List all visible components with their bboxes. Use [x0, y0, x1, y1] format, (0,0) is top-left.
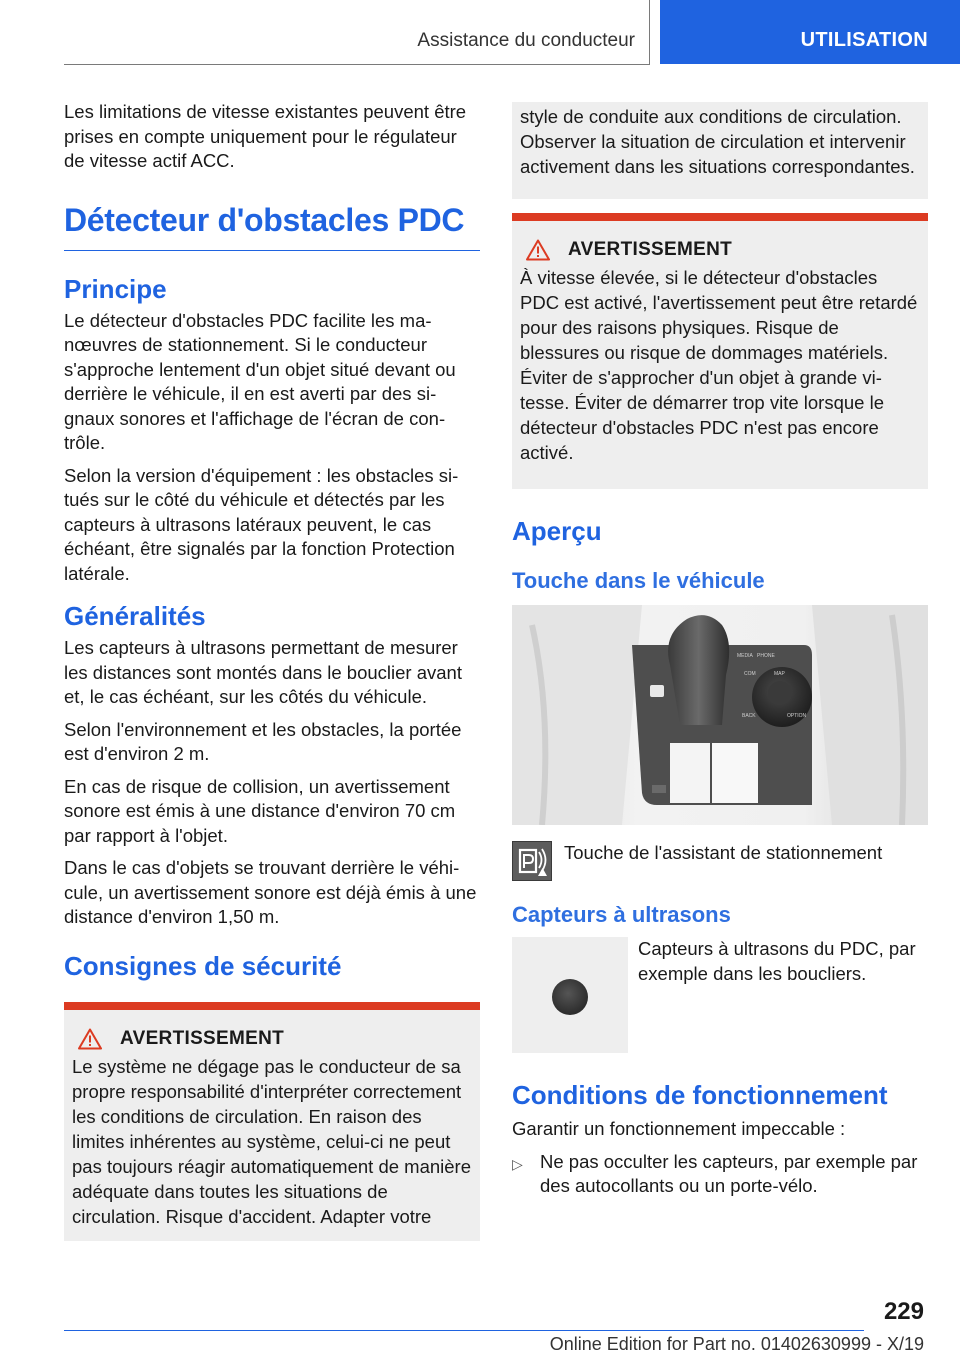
chapter-tab — [660, 0, 960, 64]
svg-text:BACK: BACK — [742, 713, 756, 719]
parking-assistant-button-icon — [512, 841, 552, 881]
heading-touche: Touche dans le véhicule — [512, 568, 765, 593]
svg-text:PHONE: PHONE — [757, 653, 775, 659]
sensor-row — [512, 937, 928, 1053]
edition-text: Online Edition for Part no. 01402630999 - X/19 — [549, 1334, 924, 1354]
warning-triangle-icon — [526, 239, 550, 261]
principe-paragraph-2: Selon la version d'équipement : les obstacles situés sur le côté du véhicule et détectés par les capteurs à ultrasons latéraux peuvent, le cas échéant, être signalés par la fonction Protection latérale. — [64, 464, 459, 584]
heading-capteurs: Capteurs à ultrasons — [512, 902, 731, 927]
heading-conditions: Conditions de fonctionnement — [512, 1080, 888, 1110]
warning-box-1-continued — [512, 102, 928, 199]
header-section — [64, 0, 650, 64]
conditions-intro: Garantir un fonctionnement impeccable : — [512, 1118, 846, 1139]
warning-box-2 — [512, 213, 928, 489]
heading-principe: Principe — [64, 273, 167, 304]
capteurs-text: Capteurs à ultrasons du PDC, par exemple dans les boucliers. — [638, 938, 916, 984]
generalites-paragraph-4: Dans le cas d'objets se trouvant derrière le véhicule, un avertissement sonore est déjà émis à une distance d'environ 1,50 m. — [64, 857, 477, 927]
right-column — [512, 102, 928, 1199]
generalites-paragraph-3: En cas de risque de collision, un avertissement sonore est émis à une distance d'environ 70 cm par rapport à l'objet. — [64, 775, 456, 846]
svg-text:MAP: MAP — [774, 671, 785, 677]
warning-2-text: À vitesse élevée, si le détecteur d'obstacles PDC est activé, l'avertissement peut être retardé pour des raisons physiques. Risque de blessures ou risque de dommages matériels. Éviter de s'approcher d'un objet à grande vitesse. Éviter de démarrer trop vite lorsque le détecteur d'obstacles PDC n'est pas encore activé. — [520, 267, 918, 463]
pdc-button-row — [512, 841, 928, 881]
header-rule — [64, 64, 650, 65]
generalites-paragraph-2: Selon l'environnement et les obstacles, la portée est d'environ 2 m. — [64, 718, 462, 764]
center-console-photo — [512, 605, 928, 825]
svg-text:COM: COM — [744, 671, 756, 677]
warning-triangle-icon — [78, 1028, 102, 1050]
heading-apercu: Aperçu — [512, 516, 602, 546]
sensor-dot-icon — [552, 979, 588, 1015]
bullet-1-text: Ne pas occulter les capteurs, par exemple par des autocollants ou un porte-vélo. — [540, 1150, 918, 1196]
intro-paragraph: Les limitations de vitesse existantes peuvent être prises en compte uniquement pour le régulateur de vitesse actif ACC. — [64, 101, 467, 171]
triangle-bullet-icon: ▷ — [512, 1155, 523, 1172]
conditions-list — [512, 1150, 928, 1199]
footer-rule — [64, 1330, 864, 1331]
chapter-tab-label: UTILISATION — [800, 29, 928, 51]
warning-1-text: Le système ne dégage pas le conducteur de sa propre responsabilité d'interpréter correctement les conditions de circulation. En raison des limites inhérentes au système, celui-ci ne peut pas toujours réagir automatiquement de manière adéquate dans toutes les situations de circulation. Risque d'accident. Adapter votre — [72, 1055, 472, 1227]
left-column — [64, 100, 480, 1241]
warning-box-1 — [64, 1002, 480, 1241]
principe-paragraph-1: Le détecteur d'obstacles PDC facilite les manœuvres de stationnement. Si le conducteur s'approche lentement d'un objet situé devant ou derrière le véhicule, il en est averti par des signaux sonores et l'affichage de l'écran de contrôle. — [64, 309, 456, 453]
ultrasonic-sensor-image — [512, 937, 628, 1053]
warning-1-continued-text: style de conduite aux conditions de circulation. Observer la situation de circulation et intervenir activement dans les situations correspondantes. — [520, 106, 915, 177]
page-number: 229 — [883, 1298, 924, 1325]
heading-consignes: Consignes de sécurité — [64, 950, 342, 981]
pdc-button-label: Touche de l'assistant de stationnement — [564, 842, 883, 863]
list-item — [512, 1150, 928, 1199]
page-title: Détecteur d'obstacles PDC — [64, 200, 480, 251]
svg-text:MEDIA: MEDIA — [737, 653, 753, 659]
generalites-paragraph-1: Les capteurs à ultrasons permettant de mesurer les distances sont montés dans le bouclier avant et, le cas échéant, sur les côtés du véhicule. — [64, 637, 462, 707]
section-title: Assistance du conducteur — [417, 30, 635, 51]
warning-1-title: AVERTISSEMENT — [120, 1027, 285, 1049]
warning-2-title: AVERTISSEMENT — [568, 239, 733, 260]
heading-generalites: Généralités — [64, 601, 206, 631]
svg-text:OPTION: OPTION — [787, 713, 807, 719]
